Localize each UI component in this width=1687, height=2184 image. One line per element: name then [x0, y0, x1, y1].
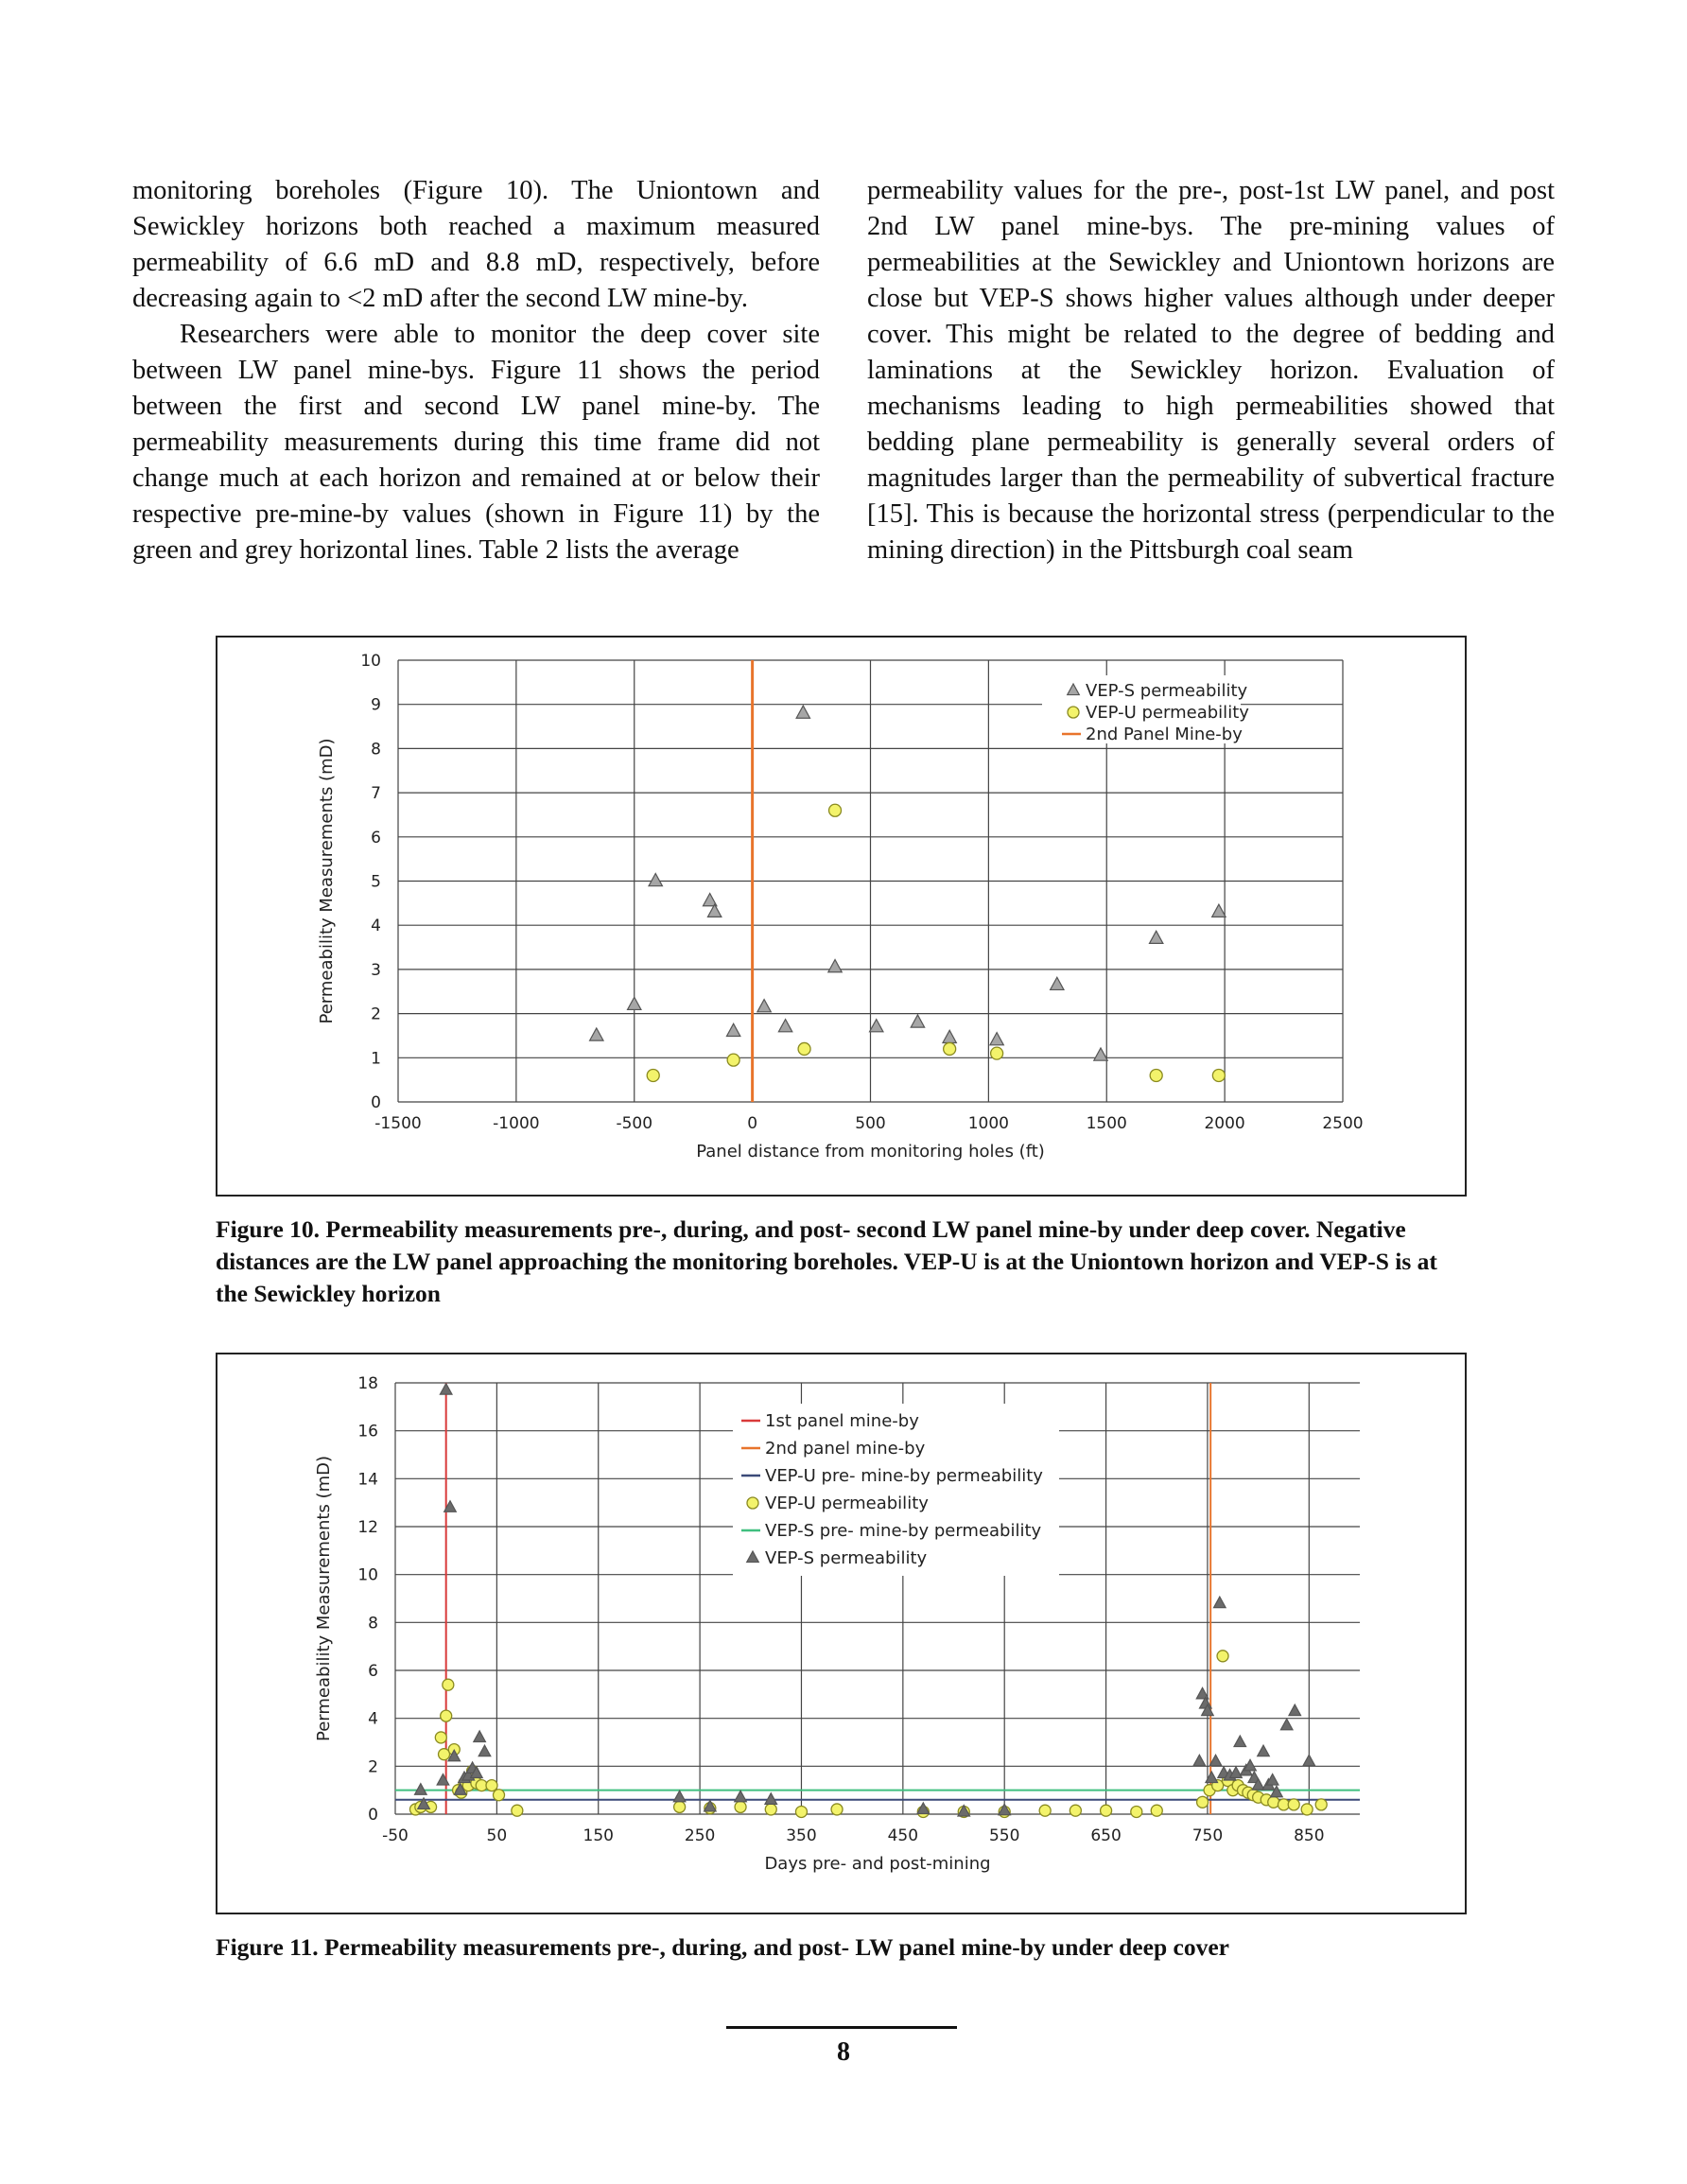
x-tick-label: 850: [1294, 1826, 1325, 1845]
vep-u-point: [443, 1679, 454, 1690]
y-tick-label: 1: [371, 1049, 381, 1069]
vep-s-point: [1303, 1755, 1315, 1766]
vep-s-point: [628, 997, 641, 1009]
vep-s-point: [757, 1000, 771, 1012]
vep-s-point: [1212, 904, 1226, 917]
paragraph: permeability values for the pre-, post-1st LW panel, and post 2nd LW panel mine-bys. The pre-mining values of permeabilities at the Sewickley and Uniontown horizons are close but VEP-S shows higher values although under deeper cover. This might be related to the degree of bedding and laminations at the Sewickley horizon. Evaluation of mechanisms leading to high permeabilities showed that bedding plane permeability is generally several orders of magnitudes larger than the permeability of subvertical fracture [15]. This is because the horizontal stress (perpendicular to the mining direction) in the Pittsburgh coal seam: [867, 176, 1555, 565]
x-tick-label: 250: [684, 1826, 716, 1845]
y-tick-label: 8: [371, 740, 381, 760]
vep-u-point: [1151, 1805, 1162, 1816]
legend-label: VEP-U permeability: [1086, 703, 1249, 723]
vep-u-point: [1101, 1805, 1112, 1816]
vep-u-point: [991, 1047, 1003, 1059]
y-tick-label: 12: [357, 1518, 378, 1537]
y-tick-label: 5: [371, 872, 381, 892]
vep-u-point: [795, 1806, 807, 1817]
legend-label: 2nd Panel Mine-by: [1086, 725, 1243, 744]
vep-s-point: [1214, 1597, 1226, 1608]
vep-s-point: [590, 1028, 603, 1040]
vep-s-point: [778, 1020, 791, 1032]
y-tick-label: 4: [368, 1709, 378, 1729]
x-tick-label: 450: [887, 1826, 919, 1845]
x-tick-label: 650: [1090, 1826, 1122, 1845]
x-tick-label: 750: [1191, 1826, 1224, 1845]
x-tick-label: 2000: [1204, 1114, 1245, 1133]
vep-s-point: [1196, 1687, 1209, 1699]
figure-11-plot: [217, 1354, 1465, 1913]
vep-u-point: [831, 1804, 843, 1815]
legend-circle-key: [747, 1497, 758, 1509]
left-text-column: [132, 173, 820, 568]
x-tick-label: 50: [486, 1826, 508, 1845]
y-tick-label: 10: [360, 652, 381, 671]
y-tick-label: 0: [371, 1093, 381, 1112]
legend-circle-key: [1068, 707, 1079, 718]
vep-s-point: [870, 1020, 883, 1032]
x-tick-label: 0: [747, 1114, 758, 1133]
vep-s-point: [478, 1745, 491, 1756]
vep-s-point: [1193, 1755, 1206, 1766]
x-tick-label: 550: [988, 1826, 1020, 1845]
vep-u-point: [798, 1042, 810, 1055]
vep-s-point: [1051, 977, 1064, 989]
x-tick-label: -50: [382, 1826, 409, 1845]
vep-u-point: [1301, 1804, 1313, 1815]
vep-u-point: [1212, 1069, 1225, 1081]
vep-s-point: [440, 1384, 452, 1395]
x-tick-label: -500: [616, 1114, 653, 1133]
legend-label: VEP-S permeability: [765, 1548, 928, 1568]
x-tick-label: 150: [583, 1826, 614, 1845]
legend-label: VEP-U permeability: [765, 1494, 929, 1513]
right-text-column: [867, 173, 1555, 568]
y-tick-label: 8: [368, 1614, 378, 1634]
y-tick-label: 7: [371, 784, 381, 804]
y-tick-label: 0: [368, 1806, 378, 1825]
vep-u-point: [1268, 1796, 1279, 1808]
vep-u-point: [1131, 1806, 1142, 1817]
vep-s-point: [649, 874, 662, 886]
legend-label: 1st panel mine-by: [765, 1411, 919, 1431]
vep-s-point: [1258, 1745, 1270, 1756]
figure-11-caption: Figure 11. Permeability measurements pre-, during, and post- LW panel mine-by under deep cover: [216, 1933, 1229, 1961]
vep-s-point: [673, 1791, 686, 1802]
vep-u-point: [1315, 1799, 1327, 1810]
vep-u-point: [1150, 1069, 1162, 1081]
vep-s-point: [726, 1023, 739, 1036]
vep-s-point: [1280, 1719, 1293, 1730]
vep-s-point: [796, 706, 809, 718]
page-number: 8: [837, 2037, 850, 2067]
vep-u-point: [1217, 1651, 1228, 1662]
x-tick-label: -1000: [493, 1114, 540, 1133]
vep-u-point: [486, 1780, 497, 1791]
vep-u-point: [441, 1710, 452, 1721]
vep-s-point: [828, 960, 842, 972]
y-tick-label: 2: [371, 1005, 381, 1024]
vep-u-point: [765, 1804, 776, 1815]
y-axis-label: Permeability Measurements (mD): [317, 738, 337, 1024]
vep-s-point: [415, 1784, 427, 1795]
vep-u-point: [1070, 1805, 1081, 1816]
vep-s-point: [437, 1774, 449, 1786]
x-axis-label: Panel distance from monitoring holes (ft): [696, 1142, 1045, 1162]
vep-u-point: [674, 1801, 686, 1812]
y-tick-label: 16: [357, 1422, 378, 1441]
x-tick-label: 2500: [1322, 1114, 1364, 1133]
y-tick-label: 14: [357, 1470, 378, 1490]
y-tick-label: 10: [357, 1565, 378, 1585]
vep-u-point: [727, 1054, 739, 1066]
x-tick-label: 1000: [967, 1114, 1010, 1133]
y-tick-label: 6: [368, 1662, 378, 1681]
paragraph: monitoring boreholes (Figure 10). The Uniontown and Sewickley horizons both reached a maximum measured permeability of 6.6 mD and 8.8 mD, respectively, before decreasing again to <2 mD after the second LW mine-by.: [132, 176, 820, 313]
vep-s-point: [1094, 1048, 1107, 1060]
vep-s-point: [1149, 931, 1162, 943]
vep-u-point: [944, 1042, 956, 1055]
figure-10-caption: Figure 10. Permeability measurements pre-, during, and post- second LW panel mine-by under deep cover. Negative distances are the LW panel approaching the monitoring boreholes. VEP-U is at the Uniontown horizon and VEP-S is at the Sewickley horizon: [216, 1215, 1437, 1307]
legend-label: 2nd panel mine-by: [765, 1439, 926, 1459]
y-tick-label: 9: [371, 695, 381, 715]
vep-u-point: [647, 1069, 659, 1081]
vep-s-point: [911, 1015, 924, 1027]
figure-10-plot: [217, 638, 1465, 1195]
vep-s-point: [735, 1791, 747, 1802]
vep-s-point: [1234, 1736, 1246, 1747]
vep-u-point: [1288, 1799, 1299, 1810]
legend-label: VEP-S pre- mine-by permeability: [765, 1521, 1042, 1541]
y-tick-label: 6: [371, 828, 381, 847]
figure-10-chart: [216, 636, 1467, 1197]
vep-u-point: [735, 1801, 746, 1812]
footer-rule: [726, 2026, 957, 2029]
legend-label: VEP-S permeability: [1086, 681, 1248, 701]
x-tick-label: 350: [786, 1826, 817, 1845]
vep-s-point: [1289, 1704, 1301, 1716]
x-tick-label: 1500: [1086, 1114, 1127, 1133]
vep-u-point: [435, 1732, 446, 1743]
vep-s-point: [990, 1033, 1003, 1045]
y-tick-label: 4: [371, 917, 381, 936]
x-axis-label: Days pre- and post-mining: [764, 1854, 991, 1874]
paragraph: Researchers were able to monitor the deep cover site between LW panel mine-bys. Figure 11 shows the period between the first and second LW panel mine-by. The permeability measurements during this time frame did not change much at each horizon and remained at or below their respective pre-mine-by values (shown in Figure 11) by the green and grey horizontal lines. Table 2 lists the average: [132, 320, 820, 565]
y-tick-label: 2: [368, 1757, 378, 1777]
y-tick-label: 18: [357, 1374, 378, 1393]
vep-s-point: [474, 1731, 486, 1742]
vep-s-point: [765, 1793, 777, 1805]
x-tick-label: 500: [855, 1114, 886, 1133]
vep-u-point: [829, 804, 842, 816]
vep-u-point: [1197, 1796, 1209, 1808]
x-tick-label: -1500: [374, 1114, 422, 1133]
y-tick-label: 3: [371, 960, 381, 980]
legend-label: VEP-U pre- mine-by permeability: [765, 1466, 1043, 1486]
y-axis-label: Permeability Measurements (mD): [314, 1456, 334, 1741]
vep-u-point: [512, 1805, 523, 1816]
vep-s-point: [943, 1030, 956, 1042]
vep-u-point: [1039, 1805, 1051, 1816]
figure-11-chart: [216, 1353, 1467, 1914]
vep-u-point: [494, 1790, 505, 1801]
